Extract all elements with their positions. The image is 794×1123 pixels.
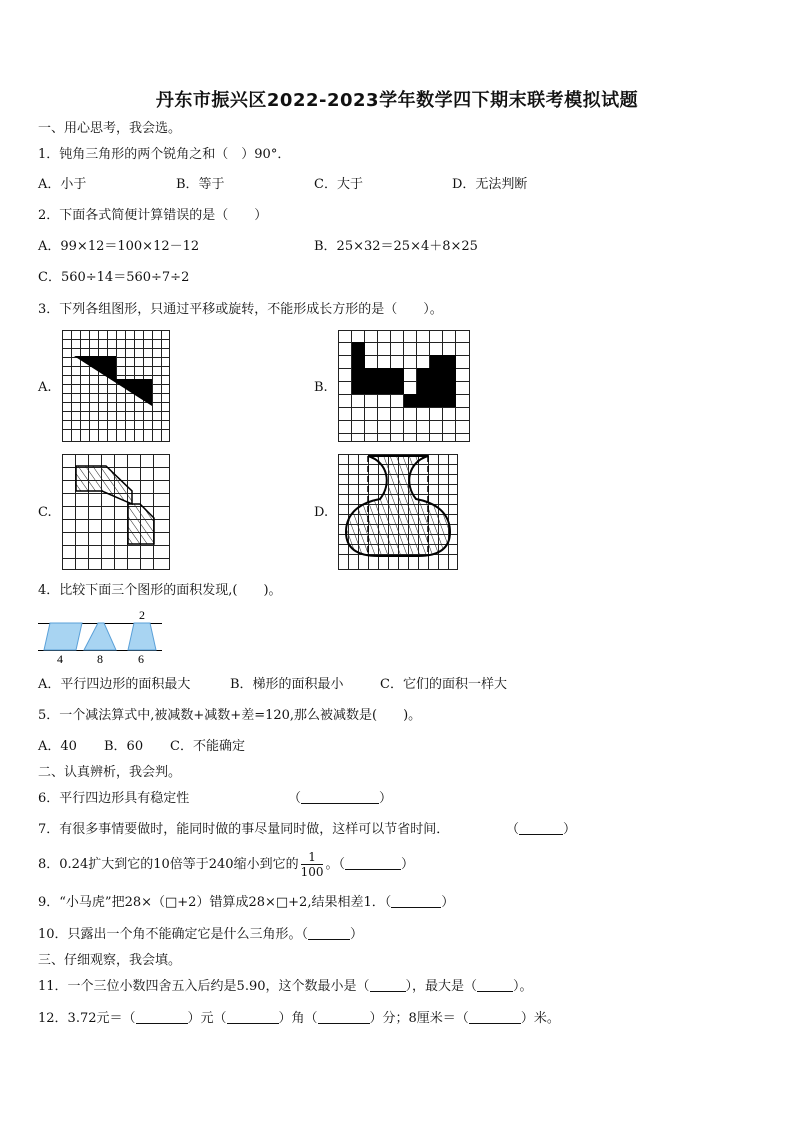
blank[interactable]	[519, 821, 563, 835]
q3-figure-a[interactable]	[62, 330, 170, 442]
question-3: 3．下列各组图形，只通过平移或旋转，不能形成长方形的是（ ）。	[38, 302, 443, 317]
q9-answer-blank[interactable]	[391, 894, 441, 908]
paren-left: （	[506, 822, 520, 837]
q4-option-c[interactable]: C．它们的面积一样大	[380, 677, 507, 692]
q11-text-b: ），最大是（	[405, 979, 478, 994]
fraction-denominator: 100	[300, 865, 324, 879]
q4-label-trapezoid: 6	[138, 652, 144, 666]
q2-option-b[interactable]: B．25×32＝25×4＋8×25	[314, 239, 478, 254]
section-1-heading: 一、用心思考，我会选。	[38, 121, 182, 136]
q12-text-e: ）米。	[520, 1011, 560, 1026]
q3-label-a[interactable]: A.	[38, 380, 52, 395]
q3-label-b[interactable]: B.	[314, 380, 328, 395]
question-1: 1．钝角三角形的两个锐角之和（ ）90°．	[38, 147, 291, 162]
q4-option-b[interactable]: B．梯形的面积最小	[230, 677, 344, 692]
q1-option-b[interactable]: B．等于	[176, 177, 225, 192]
paren-right: ）	[379, 791, 393, 806]
fraction	[301, 850, 324, 879]
q12-text-d: ）分；8厘米＝（	[369, 1011, 469, 1026]
paren-right: ）	[563, 822, 577, 837]
question-10	[38, 926, 363, 944]
q12-fen-blank[interactable]	[318, 1010, 370, 1024]
q5-option-c[interactable]: C．不能确定	[170, 739, 245, 754]
paren-right: ）	[441, 895, 455, 910]
q12-meter-blank[interactable]	[469, 1010, 521, 1024]
q3-label-c[interactable]: C.	[38, 505, 52, 520]
q12-text-c: ）角（	[278, 1011, 318, 1026]
q4-label-top: 2	[139, 608, 145, 622]
q11-min-blank[interactable]	[370, 978, 406, 992]
q11-text-c: ）。	[513, 979, 533, 994]
section-3-heading: 三、仔细观察，我会填。	[38, 953, 182, 968]
q4-label-triangle: 8	[97, 652, 103, 666]
q6-answer-blank[interactable]	[288, 790, 392, 808]
q4-label-parallelogram: 4	[57, 652, 63, 666]
q8-answer-blank[interactable]	[345, 856, 401, 870]
q1-option-d[interactable]: D．无法判断	[452, 177, 528, 192]
paren-left: （	[288, 791, 302, 806]
q4-option-a[interactable]: A．平行四边形的面积最大	[38, 677, 191, 692]
q2-option-a[interactable]: A．99×12＝100×12－12	[38, 239, 200, 254]
q3-figure-c[interactable]	[62, 454, 170, 570]
page-title: 丹东市振兴区2022-2023学年数学四下期末联考模拟试题	[155, 90, 639, 111]
q2-option-c[interactable]: C．560÷14＝560÷7÷2	[38, 270, 190, 285]
question-6: 6．平行四边形具有稳定性	[38, 791, 190, 806]
q12-text-a: 12．3.72元＝（	[38, 1011, 136, 1026]
q10-text: 10．只露出一个角不能确定它是什么三角形。（	[38, 927, 309, 942]
q12-yuan-blank[interactable]	[136, 1010, 188, 1024]
q1-option-a[interactable]: A．小于	[38, 177, 87, 192]
q3-figure-b[interactable]	[338, 330, 470, 442]
q3-figure-d[interactable]	[338, 454, 458, 570]
q8-text: 8．0.24扩大到它的10倍等于240缩小到它的	[38, 857, 299, 872]
question-4: 4．比较下面三个图形的面积发现,( )。	[38, 583, 282, 598]
q7-answer-blank[interactable]	[506, 821, 576, 839]
question-5: 5．一个减法算式中,被减数+减数+差=120,那么被减数是( )。	[38, 708, 422, 723]
q1-option-c[interactable]: C．大于	[314, 177, 363, 192]
question-12	[38, 1010, 560, 1028]
blank[interactable]	[301, 790, 379, 804]
question-7: 7．有很多事情要做时，能同时做的事尽量同时做，这样可以节省时间．	[38, 822, 450, 837]
q8-text-end: 。（	[325, 857, 345, 872]
q4-shapes-figure	[38, 608, 162, 666]
question-9	[38, 894, 454, 912]
question-2: 2．下面各式简便计算错误的是（ ）	[38, 208, 268, 223]
q5-option-a[interactable]: A．40	[38, 739, 77, 754]
question-8	[38, 847, 414, 883]
q12-text-b: ）元（	[187, 1011, 227, 1026]
section-2-heading: 二、认真辨析，我会判。	[38, 765, 182, 780]
fraction-numerator: 1	[301, 850, 324, 865]
q12-jiao-blank[interactable]	[227, 1010, 279, 1024]
q11-text-a: 11．一个三位小数四舍五入后约是5.90，这个数最小是（	[38, 979, 370, 994]
q5-option-b[interactable]: B．60	[104, 739, 144, 754]
q3-label-d[interactable]: D.	[314, 505, 329, 520]
question-11	[38, 978, 533, 996]
q11-max-blank[interactable]	[477, 978, 513, 992]
paren-right: ）	[350, 927, 364, 942]
paren-right: ）	[401, 857, 415, 872]
q9-text: 9．“小马虎”把28×（□+2）错算成28×□+2,结果相差1．（	[38, 895, 392, 910]
q10-answer-blank[interactable]	[308, 926, 350, 940]
